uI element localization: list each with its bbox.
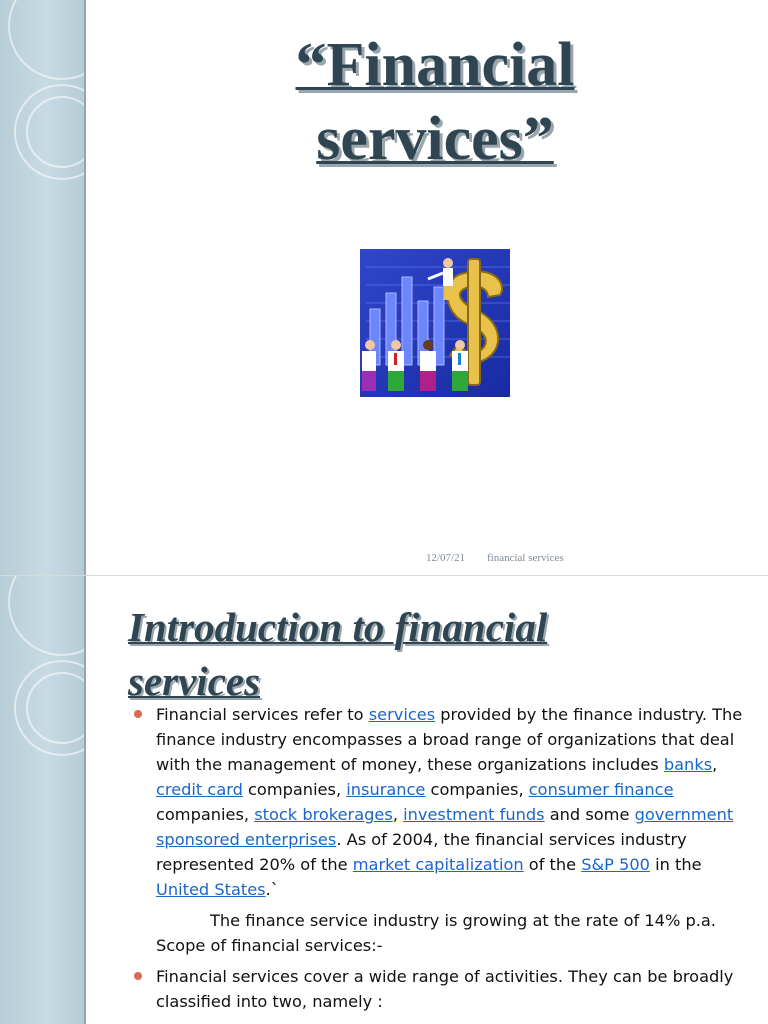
footer-title: financial services xyxy=(487,552,564,564)
text: companies, xyxy=(156,805,255,824)
bullet-scope: Financial services cover a wide range of activities. They can be broadly classified into two, namely : xyxy=(132,964,748,1014)
text: in the xyxy=(649,855,702,874)
link-united-states[interactable]: United States xyxy=(156,880,266,899)
link-services[interactable]: services xyxy=(368,705,436,724)
decorative-ring xyxy=(26,96,98,168)
link-credit-card[interactable]: credit card xyxy=(156,780,243,799)
link-consumer-finance[interactable]: consumer finance xyxy=(528,780,674,799)
link-insurance[interactable]: insurance xyxy=(346,780,426,799)
slide-title-line2: services xyxy=(128,658,261,704)
decorative-side-band xyxy=(0,0,84,576)
decorative-ring xyxy=(8,0,116,80)
slide-title xyxy=(150,28,720,176)
text: Financial services refer to xyxy=(156,705,369,724)
slide-title-line1: “Financial xyxy=(295,31,575,99)
decorative-side-band xyxy=(0,576,84,1024)
decorative-ring xyxy=(8,576,116,656)
text: companies, xyxy=(242,780,347,799)
text: .` xyxy=(265,880,279,899)
decorative-ring xyxy=(26,672,98,744)
slide-title xyxy=(128,600,748,708)
link-banks[interactable]: banks xyxy=(663,755,713,774)
bullet-definition xyxy=(132,702,748,902)
link-stock-brokerages[interactable]: stock brokerages xyxy=(254,805,393,824)
side-band-edge xyxy=(84,576,86,1024)
link-market-capitalization[interactable]: market capitalization xyxy=(352,855,524,874)
slide-title-line1: Introduction to financial xyxy=(128,604,548,650)
link-investment-funds[interactable]: investment funds xyxy=(403,805,545,824)
text: of the xyxy=(523,855,582,874)
slide-body xyxy=(132,702,748,1014)
text: companies, xyxy=(425,780,529,799)
link-sp-500[interactable]: S&P 500 xyxy=(581,855,650,874)
link-government-sponsored-enterprises[interactable]: government sponsored enterprises xyxy=(156,805,734,849)
slide-title-line2: services” xyxy=(316,105,554,173)
introduction-slide xyxy=(0,576,768,1024)
text: provided by the finance industry. The finance industry encompasses a broad range of organizations that deal with the management of money, these organizations includes xyxy=(156,705,743,774)
footer-date: 12/07/21 xyxy=(426,552,466,564)
text: and some xyxy=(544,805,635,824)
financial-services-clipart xyxy=(360,249,510,397)
text: , xyxy=(392,805,404,824)
text: , xyxy=(712,755,718,774)
text: . As of 2004, the financial services industry represented 20% of the xyxy=(156,830,687,874)
growth-paragraph: The finance service industry is growing at the rate of 14% p.a. Scope of financial services:- xyxy=(156,911,716,955)
side-band-edge xyxy=(84,0,86,576)
